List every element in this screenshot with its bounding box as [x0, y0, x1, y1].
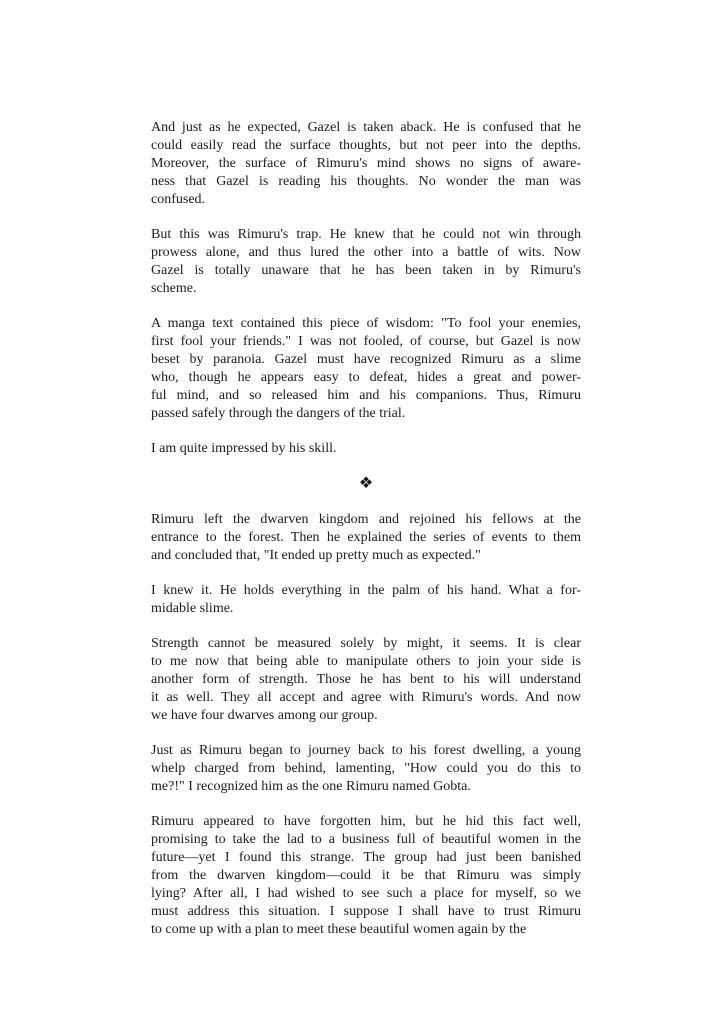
- paragraph: [151, 315, 581, 423]
- paragraph: [151, 440, 581, 458]
- text-line: must address this situation. I suppose I shall have to trust Rimuru: [151, 904, 581, 919]
- text-line: from the dwarven kingdom—could it be that Rimuru was simply: [151, 868, 581, 883]
- paragraph: [151, 582, 581, 618]
- text-line: And just as he expected, Gazel is taken aback. He is confused that he: [151, 120, 581, 135]
- text-line: scheme.: [151, 281, 197, 296]
- paragraph: [151, 813, 581, 939]
- text-line: Rimuru left the dwarven kingdom and rejoined his fellows at the: [151, 512, 581, 527]
- text-line: another form of strength. Those he has bent to his will understand: [151, 672, 581, 687]
- section-divider-fleuron-icon: ❖: [358, 475, 374, 492]
- text-line: midable slime.: [151, 601, 234, 616]
- text-line: me?!" I recognized him as the one Rimuru named Gobta.: [151, 779, 471, 794]
- text-line: A manga text contained this piece of wisdom: "To fool your enemies,: [151, 316, 581, 331]
- paragraph: [151, 635, 581, 725]
- text-line: I am quite impressed by his skill.: [151, 441, 337, 456]
- paragraph: [151, 742, 581, 796]
- text-line: ful mind, and so released him and his companions. Thus, Rimuru: [151, 388, 581, 403]
- text-line: promising to take the lad to a business full of beautiful women in the: [151, 832, 581, 847]
- text-line: passed safely through the dangers of the trial.: [151, 406, 406, 421]
- text-line: it as well. They all accept and agree with Rimuru's words. And now: [151, 690, 581, 705]
- text-line: ness that Gazel is reading his thoughts. No wonder the man was: [151, 174, 581, 189]
- text-line: lying? After all, I had wished to see such a place for myself, so we: [151, 886, 581, 901]
- text-line: who, though he appears easy to defeat, hides a great and power-: [151, 370, 581, 385]
- text-line: to me now that being able to manipulate others to join your side is: [151, 654, 581, 669]
- paragraph: [151, 511, 581, 565]
- text-line: Just as Rimuru began to journey back to his forest dwelling, a young: [151, 743, 581, 758]
- text-line: to come up with a plan to meet these beautiful women again by the: [151, 922, 527, 937]
- text-line: could easily read the surface thoughts, but not peer into the depths.: [151, 138, 581, 153]
- text-line: confused.: [151, 192, 206, 207]
- text-line: first fool your friends." I was not fooled, of course, but Gazel is now: [151, 334, 581, 349]
- text-line: Moreover, the surface of Rimuru's mind shows no signs of aware-: [151, 156, 581, 171]
- text-line: Rimuru appeared to have forgotten him, but he hid this fact well,: [151, 814, 581, 829]
- text-line: beset by paranoia. Gazel must have recognized Rimuru as a slime: [151, 352, 581, 367]
- text-line: future—yet I found this strange. The group had just been banished: [151, 850, 581, 865]
- text-line: whelp charged from behind, lamenting, "How could you do this to: [151, 761, 581, 776]
- text-line: entrance to the forest. Then he explained the series of events to them: [151, 530, 581, 545]
- text-line: we have four dwarves among our group.: [151, 708, 378, 723]
- paragraph: [151, 119, 581, 209]
- text-line: But this was Rimuru's trap. He knew that he could not win through: [151, 227, 581, 242]
- text-line: I knew it. He holds everything in the palm of his hand. What a for-: [151, 583, 581, 598]
- text-column: [151, 119, 581, 956]
- text-line: prowess alone, and thus lured the other into a battle of wits. Now: [151, 245, 581, 260]
- text-line: Gazel is totally unaware that he has been taken in by Rimuru's: [151, 263, 581, 278]
- text-line: and concluded that, "It ended up pretty much as expected.": [151, 548, 481, 563]
- text-line: Strength cannot be measured solely by might, it seems. It is clear: [151, 636, 581, 651]
- paragraph: [151, 226, 581, 298]
